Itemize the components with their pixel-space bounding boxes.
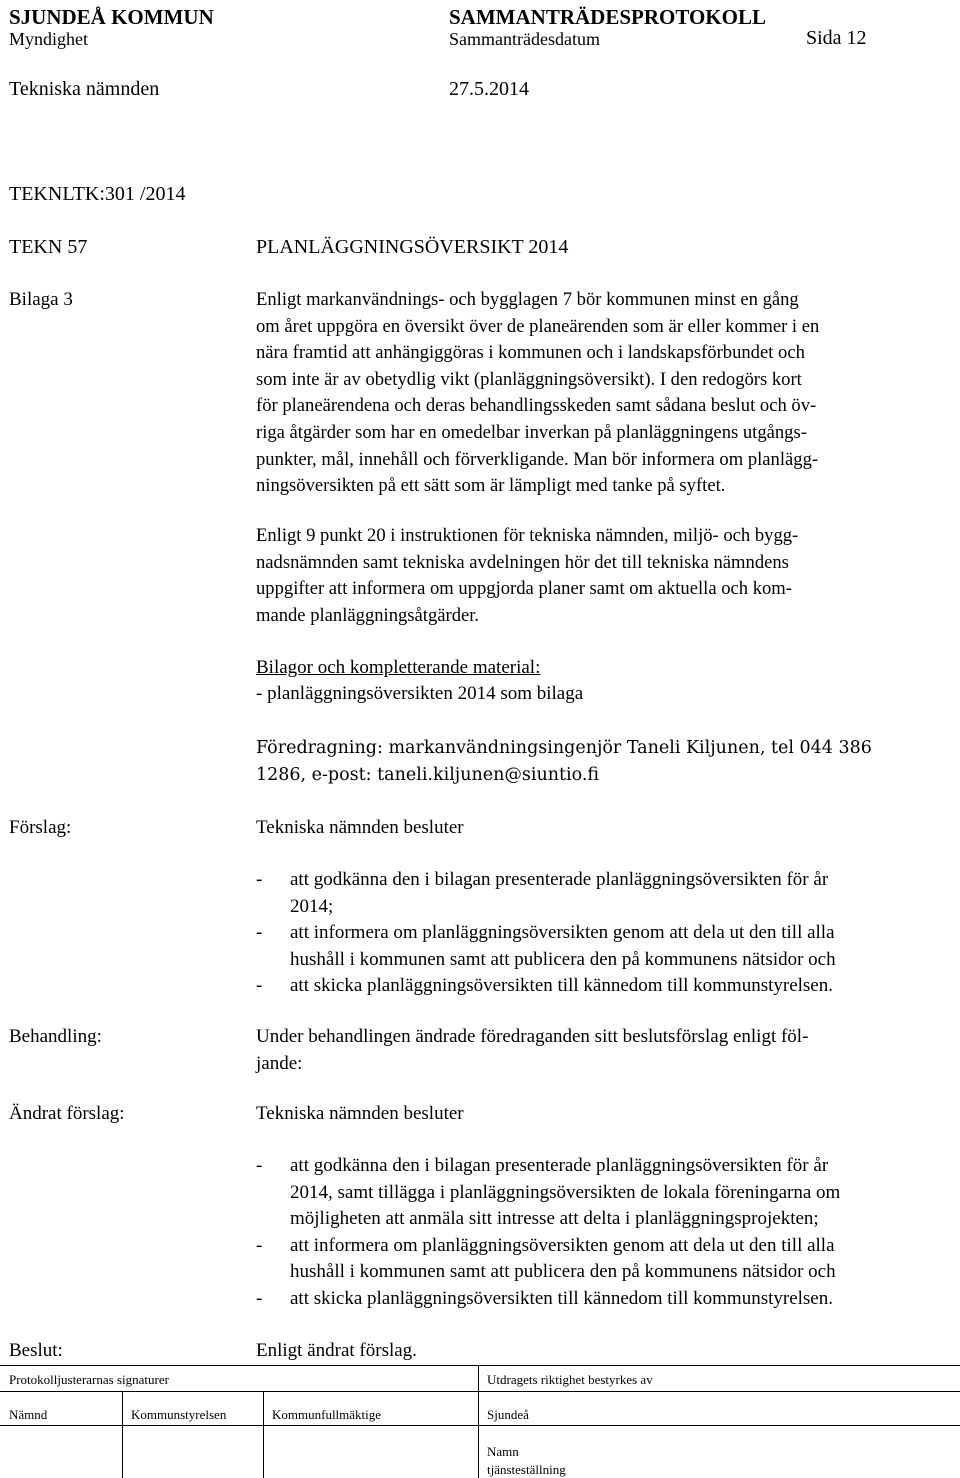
table-rule <box>263 1391 264 1478</box>
attachments-heading: Bilagor och kompletterande material: <box>256 657 541 678</box>
document-title: SAMMANTRÄDESPROTOKOLL <box>449 5 766 29</box>
list-item-line: att skicka planläggningsöversikten till kännedom till kommunstyrelsen. <box>290 975 833 997</box>
attachment-label: Bilaga 3 <box>9 289 73 310</box>
list-dash: - <box>256 869 263 890</box>
list-dash: - <box>256 1287 263 1309</box>
signature-table <box>0 1365 960 1478</box>
paragraph-line: nadsnämnden samt tekniska avdelningen hör det till tekniska nämndens <box>256 551 789 573</box>
instruction-paragraph <box>256 523 798 629</box>
list-dash: - <box>256 975 263 997</box>
page-number: Sida 12 <box>806 27 867 49</box>
paragraph-line: punkter, mål, innehåll och förverkligande. Man bör informera om planlägg- <box>256 448 819 470</box>
changed-proposal-label: Ändrat förslag: <box>9 1103 125 1124</box>
proposal-list <box>256 867 836 1000</box>
changed-proposal-list <box>256 1153 840 1313</box>
municipality-name: SJUNDEÅ KOMMUN <box>9 5 214 29</box>
case-reference: TEKNLTK:301 /2014 <box>9 183 186 205</box>
list-item-line: att informera om planläggningsöversikten genom att dela ut den till alla <box>290 1234 835 1256</box>
handling-line: jande: <box>256 1052 303 1074</box>
list-item-line: 2014; <box>290 895 334 917</box>
proposal-intro: Tekniska nämnden besluter <box>256 817 464 838</box>
handling-text <box>256 1024 808 1077</box>
table-rule <box>0 1391 960 1392</box>
paragraph-line: Enligt markanvändnings- och bygglagen 7 bör kommunen minst en gång <box>256 289 799 310</box>
authority-name: Tekniska nämnden <box>9 78 160 100</box>
signatures-label: Protokolljusterarnas signaturer <box>9 1372 169 1387</box>
paragraph-line: mande planläggningsåtgärder. <box>256 604 480 626</box>
list-item-line: att skicka planläggningsöversikten till kännedom till kommunstyrelsen. <box>290 1287 833 1309</box>
list-item-line: att godkänna den i bilagan presenterade planläggningsöversikten för år <box>290 869 829 890</box>
list-item-line: att godkänna den i bilagan presenterade planläggningsöversikten för år <box>290 1155 829 1176</box>
paragraph-line: om året uppgöra en översikt över de planeärenden som är eller kommer i en <box>256 315 820 337</box>
list-item <box>256 1286 840 1313</box>
intro-paragraph <box>256 287 819 500</box>
list-item <box>256 1233 840 1286</box>
list-item <box>256 920 836 973</box>
paragraph-line: som inte är av obetydlig vikt (planläggningsöversikt). I den redogörs kort <box>256 368 802 390</box>
paragraph-line: för planeärendena och deras behandlingsskeden samt sådana beslut och öv- <box>256 395 817 417</box>
position-label: tjänsteställning <box>487 1462 566 1477</box>
section-title: PLANLÄGGNINGSÖVERSIKT 2014 <box>256 236 569 258</box>
certified-label: Utdragets riktighet bestyrkes av <box>487 1372 653 1387</box>
paragraph-line: uppgifter att informera om uppgjorda planer samt om aktuella och kom- <box>256 578 792 600</box>
section-number: TEKN 57 <box>9 236 88 258</box>
date-label: Sammanträdesdatum <box>449 29 600 49</box>
list-item <box>256 973 836 1000</box>
board-column: Nämnd <box>9 1407 48 1422</box>
place-column: Sjundeå <box>487 1407 529 1422</box>
table-rule <box>0 1425 960 1426</box>
list-item <box>256 1153 840 1233</box>
table-rule <box>0 1365 960 1366</box>
list-dash: - <box>256 1234 263 1256</box>
handling-label: Behandling: <box>9 1026 102 1047</box>
decision-label: Beslut: <box>9 1340 63 1361</box>
meeting-date: 27.5.2014 <box>449 78 529 100</box>
handling-line: Under behandlingen ändrade föredraganden sitt beslutsförslag enligt föl- <box>256 1026 809 1047</box>
list-item <box>256 867 836 920</box>
municipal-board-column: Kommunstyrelsen <box>131 1407 227 1422</box>
paragraph-line: riga åtgärder som har en omedelbar inverkan på planläggningens utgångs- <box>256 421 807 443</box>
paragraph-line: Enligt 9 punkt 20 i instruktionen för tekniska nämnden, miljö- och bygg- <box>256 525 799 546</box>
name-label: Namn <box>487 1444 519 1459</box>
authority-label: Myndighet <box>9 29 88 49</box>
list-dash: - <box>256 1155 263 1176</box>
list-item-line: hushåll i kommunen samt att publicera den på kommunens nätsidor och <box>290 948 836 970</box>
decision-text: Enligt ändrat förslag. <box>256 1340 417 1361</box>
presenter-line: Föredragning: markanvändningsingenjör Taneli Kiljunen, tel 044 386 <box>256 738 872 758</box>
paragraph-line: ningsöversikten på ett sätt som är lämpligt med tanke på syftet. <box>256 475 726 497</box>
paragraph-line: nära framtid att anhängiggöras i kommunen och i landskapsförbundet och <box>256 342 805 364</box>
table-rule <box>122 1391 123 1478</box>
list-item-line: 2014, samt tillägga i planläggningsöversikten de lokala föreningarna om <box>290 1181 841 1203</box>
list-item-line: hushåll i kommunen samt att publicera den på kommunens nätsidor och <box>290 1261 836 1283</box>
list-item-line: möjligheten att anmäla sitt intresse att delta i planläggningsprojekten; <box>290 1208 819 1230</box>
presenter-line: 1286, e-post: taneli.kiljunen@siuntio.fi <box>256 764 600 785</box>
presenter-info <box>256 735 872 788</box>
list-item-line: att informera om planläggningsöversikten genom att dela ut den till alla <box>290 922 835 944</box>
changed-proposal-intro: Tekniska nämnden besluter <box>256 1103 464 1124</box>
council-column: Kommunfullmäktige <box>272 1407 382 1422</box>
proposal-label: Förslag: <box>9 817 72 838</box>
list-dash: - <box>256 922 263 944</box>
attachments-item: - planläggningsöversikten 2014 som bilaga <box>256 683 584 704</box>
table-rule <box>478 1365 479 1478</box>
